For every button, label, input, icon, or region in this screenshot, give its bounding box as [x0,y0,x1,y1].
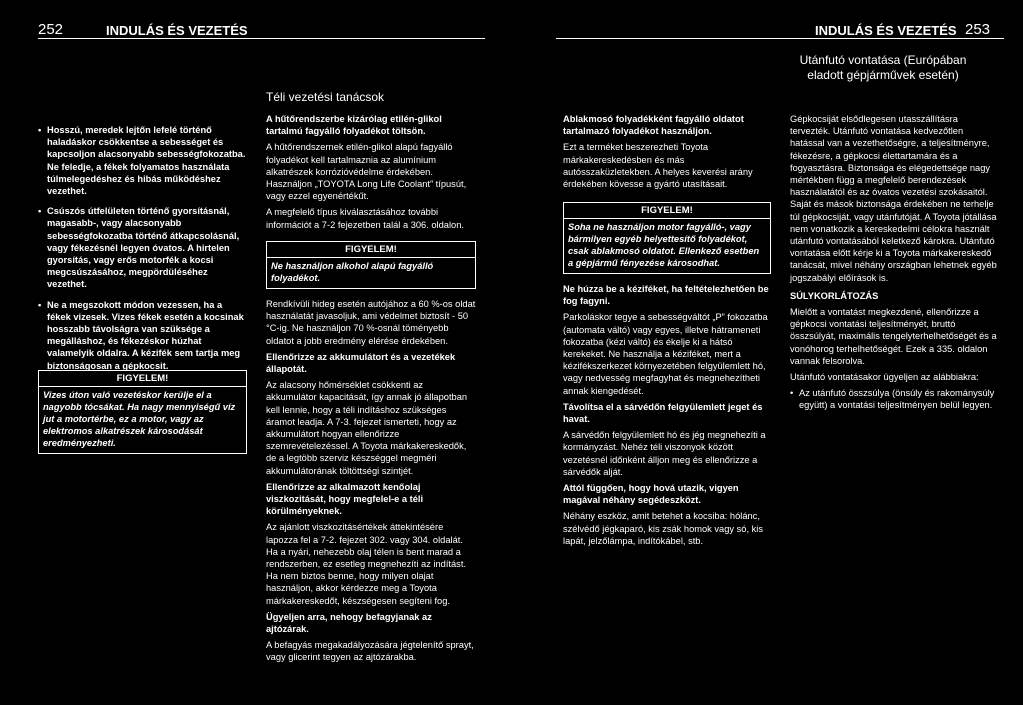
list-item: • Ne a megszokott módon vezessen, ha a fékek vizesek. Vizes fékek esetén a kocsinak hosszabb távolságra van szüksége a megálláshoz, és fékezéskor húzhat valamelyik oldalra. A kézifék sem tartja meg biztonságosan a gépkocsit. [38,299,246,372]
warning-text: Ne használjon alkohol alapú fagyálló folyadékot. [271,261,434,283]
paragraph-handbrake: Parkoláskor tegye a sebességváltót „P” fokozatba (automata váltó) vagy egyes, illetve hátrameneti fokozatba (kézi váltó) és ékelje ki a hátsó kerekeket. Ne használja a kéziféket, mert a kézifékszerkezet környezetében felgyülemlett hó, vagy nedvesség megfagyhat és megnehezítheti annak kiengedését. [563,312,768,396]
warning-title: FIGYELEM! [39,371,246,387]
center-right-column [563,113,771,194]
heading-coolant: A hűtőrendszerbe kizárólag etilén-glikol tartalmú fagyálló folyadékot töltsön. [266,114,442,137]
heading-handbrake: Ne húzza be a kéziféket, ha feltételezhetően be fog fagyni. [563,284,769,307]
paragraph-notes: Utánfutó vontatásakor ügyeljen az alábbiakra: [790,372,979,383]
warning-title: FIGYELEM! [267,242,475,258]
warning-text: Vizes úton való vezetéskor kerülje el a nagyobb tócsákat. Ha nagy mennyiségű víz jut a motortérbe, ez a motor, vagy az elektromos alkatrészek károsodását eredményezheti. [43,390,236,448]
section-title-trailer: Utánfutó vontatása (Európában eladott gépjárművek esetén) [799,53,967,82]
center-left-column [266,113,476,235]
warning-box-wet-roads [38,370,247,454]
warning-text: Soha ne használjon motor fagyálló-, vagy bármilyen egyéb helyettesítő folyadékot, csak ablakmosó oldatot. Ellenkező esetben a gépjármű fényezése károsodhat. [568,222,760,268]
section-title-winter: Téli vezetési tanácsok [266,90,385,104]
right-header-rule [556,38,1004,39]
heading-oil: Ellenőrizze az alkalmazott kenőolaj viszkozitását, hogy megfelel-e a téli körülményeknek. [266,481,424,517]
paragraph-fender: A sárvédőn felgyülemlett hó és jég megnehezíti a kormányzást. Nehéz téli viszonyok között vezetésnél időnként álljon meg és ellenőrizze a sárvédők alját. [563,430,766,477]
paragraph-battery: Az alacsony hőmérséklet csökkenti az akkumulátor kapacitását, így annak jó állapotban kell lennie, hogy a téli indításhoz szükséges áramot leadja. A 7-3. fejezet ismerteti, hogy az akkumulátort hogyan ellenőrizze szemrevételezéssel. A Toyota márkakereskedők, de a legtöbb szerviz készséggel megméri akkumulátorának töltöttségi szintjét. [266,380,468,476]
paragraph-coolant: A hűtőrendszernek etilén-glikol alapú fagyálló folyadékot kell tartalmaznia az alumínium alkatrészek korrózióvédelme érdekében. Használjon „TOYOTA Long Life Coolant” típusút, vagy ezzel egyenértékűt. [266,142,467,202]
heading-fender: Távolítsa el a sárvédőn felgyülemlett jeget és havat. [563,401,763,425]
left-running-title: INDULÁS ÉS VEZETÉS [106,23,248,38]
paragraph-equipment: Néhány eszköz, amit betehet a kocsiba: hólánc, szélvédő jégkaparó, kis zsák homok vagy só, kis lapát, jelzőlámpa, indítókábel, stb. [563,511,763,546]
paragraph-washer: Ezt a terméket beszerezheti Toyota márkakereskedésben és más autósszaküzletekben. A helyes keverési arány érdekében kövesse a gyártó utasításait. [563,142,753,190]
paragraph-oil: Az ajánlott viszkozitásértékek áttekintésére lapozza fel a 7-2. fejezet 302. vagy 304. oldalát. Ha a nyári, nehezebb olaj télen is bent marad a rendszerben, ez esetleg megnehezíti az indítást. Ha nem biztos benne, hogy milyen olajat használjon, akkor kérdezze meg a Toyota márkakereskedőt, készségesen segíteni fog. [266,522,467,606]
trailer-list [790,387,998,411]
paragraph-weight: Mielőtt a vontatást megkezdené, ellenőrizze a gépkocsi vontatási teljesítményét, bruttó összsúlyát, maximális tengelyterhelhetőségét és a vonóhorog terhelhetőségét. Ezek a 335. oldalon vannak felsorolva. [790,307,997,366]
list-item: • Az utánfutó összsúlya (önsúly és rakománysúly együtt) a vontatási teljesítményen belül legyen. [790,387,998,411]
center-left-column-lower [266,298,476,668]
heading-equipment: Attól függően, hogy hová utazik, vigyen magával néhány segédeszközt. [563,483,739,506]
list-item: • Csúszós útfelületen történő gyorsításnál, magasabb-, vagy alacsonyabb sebességfokozatba történő átkapcsolásnál, vagy fékezésnél legyen óvatos. A hirtelen gyorsítás, vagy erős motorfék a kocsi megcsúszásához, megpördüléséhez vezethet. [38,205,246,290]
warning-box-alcohol [266,241,476,289]
warning-box-washer [563,202,771,274]
heading-locks: Ügyeljen arra, nehogy befagyjanak az ajtózárak. [266,611,432,635]
paragraph-trailer-intro: Gépkocsiját elsődlegesen utasszállításra tervezték. Utánfutó vontatása kedvezőtlen hatással van a vezethetőségre, a teljesítményre, fékezésre, a gépkocsi élettartamára és a fogyasztásra. Biztonsága és elégedettsége nagy mértékben függ a megfelelő berendezések használatától és az óvatos vezetési szokásaitól. Saját és mások biztonsága érdekében ne terhelje túl gépkocsiját, vagy utánfutóját. A Toyota jótállása nem vonatkozik a kereskedelmi célokra használt utánfutó vontatásából keletkező károkra. Utánfutó vontatása előtt kérje ki a Toyota márkakereskedő tanácsát, mivel néhány országban lehetnek egyéb jogszabályi előírások is. [790,114,997,283]
heading-washer: Ablakmosó folyadékként fagyálló oldatot tartalmazó folyadékot használjon. [563,114,744,137]
caution-list [38,124,246,372]
right-page-number: 253 [965,21,991,38]
center-right-column-lower [563,283,771,551]
paragraph-cold: Rendkívüli hideg esetén autójához a 60 %-os oldat használatát javasoljuk, ami védelmet biztosít - 50 °C-ig. Ne használjon 70 %-osnál töményebb oldatot a jobb eredmény elérése érdekében. [266,299,476,346]
heading-battery: Ellenőrizze az akkumulátort és a vezetékek állapotát. [266,351,456,375]
list-item: • Hosszú, meredek lejtőn lefelé történő haladáskor csökkentse a sebességet és kapcsoljon alacsonyabb sebességfokozatba. Ne feledje, a fékek folyamatos használata túlmelegedéshez és hibás működéshez vezethet. [38,124,246,197]
left-column [38,124,246,380]
heading-weight-limit: SÚLYKORLÁTOZÁS [790,290,879,301]
paragraph-coolant-ref: A megfelelő típus kiválasztásához további információt a 7-2 fejezetben talál a 306. oldalon. [266,207,464,230]
left-page-number: 252 [38,21,64,38]
right-column [790,113,998,420]
left-header-rule [38,38,485,39]
paragraph-locks: A befagyás megakadályozására jégtelenítő sprayt, vagy glicerint tegyen az ajtózárakba. [266,640,474,663]
warning-title: FIGYELEM! [564,203,770,219]
right-running-title: INDULÁS ÉS VEZETÉS [815,23,957,38]
